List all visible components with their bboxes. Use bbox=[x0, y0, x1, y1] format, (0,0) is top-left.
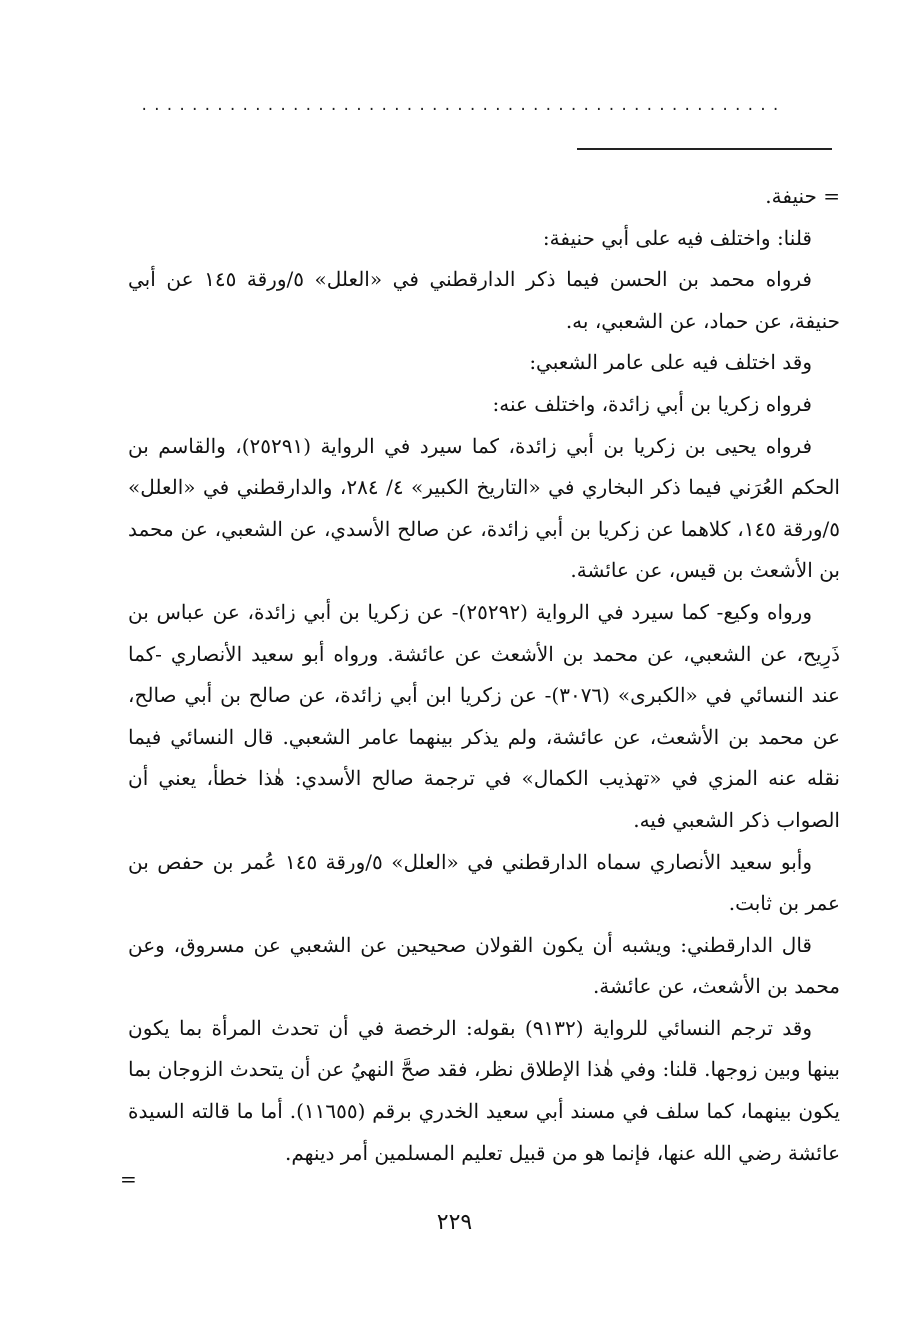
paragraph: وقد ترجم النسائي للرواية (٩١٣٢) بقوله: الرخصة في أن تحدث المرأة بما يكون بينها وبين زوجها. قلنا: وفي هٰذا الإطلاق نظر، فقد صحَّ النهيُ عن أن يتحدث الزوجان بما يكون بينهما، كما سلف في مسند أبي سعيد الخدري برقم (١١٦٥٥). أما ما قالته السيدة عائشة رضي الله عنها، فإنما هو من قبيل تعليم المسلمين أمر دينهم. bbox=[128, 1015, 840, 1165]
paragraph: فرواه زكريا بن أبي زائدة، واختلف عنه: bbox=[492, 391, 812, 416]
paragraph: وأبو سعيد الأنصاري سماه الدارقطني في «العلل» ٥/ورقة ١٤٥ عُمر بن حفص بن عمر بن ثابت. bbox=[128, 849, 840, 916]
paragraph: ورواه وكيع- كما سيرد في الرواية (٢٥٢٩٢)- عن زكريا بن أبي زائدة، عن عباس بن ذَرِيح، عن الشعبي، عن محمد بن الأشعث عن عائشة. ورواه أبو سعيد الأنصاري -كما عند النسائي في «الكبرى» (٣٠٧٦)- عن زكريا ابن أبي زائدة، عن صالح بن أبي صالح، عن محمد بن الأشعث، عن عائشة، ولم يذكر بينهما عامر الشعبي. قال النسائي فيما نقله عنه المزي في «تهذيب الكمال» في ترجمة صالح الأسدي: هٰذا خطأ، يعني أن الصواب ذكر الشعبي فيه. bbox=[128, 599, 840, 832]
paragraph: قلنا: واختلف فيه على أبي حنيفة: bbox=[542, 225, 812, 250]
paragraph-continuation: = حنيفة. bbox=[765, 184, 840, 208]
footnote-text bbox=[128, 176, 840, 1174]
continuation-mark: = bbox=[120, 1167, 137, 1191]
dotted-separator: ................................................... bbox=[140, 98, 785, 114]
paragraph: قال الدارقطني: ويشبه أن يكون القولان صحيحين عن الشعبي عن مسروق، وعن محمد بن الأشعث، عن عائشة. bbox=[128, 932, 840, 999]
page-number: ٢٢٩ bbox=[436, 1210, 473, 1235]
paragraph: وقد اختلف فيه على عامر الشعبي: bbox=[529, 350, 812, 375]
footnote-rule bbox=[577, 148, 832, 150]
paragraph: فرواه محمد بن الحسن فيما ذكر الدارقطني في «العلل» ٥/ورقة ١٤٥ عن أبي حنيفة، عن حماد، عن الشعبي، به. bbox=[128, 267, 840, 333]
paragraph: فرواه يحيى بن زكريا بن أبي زائدة، كما سيرد في الرواية (٢٥٢٩١)، والقاسم بن الحكم العُرَني فيما ذكر البخاري في «التاريخ الكبير» ٤/ ٢٨٤، والدارقطني في «العلل» ٥/ورقة ١٤٥، كلاهما عن زكريا بن أبي زائدة، عن صالح الأسدي، عن الشعبي، عن محمد بن الأشعث بن قيس، عن عائشة. bbox=[128, 433, 840, 583]
